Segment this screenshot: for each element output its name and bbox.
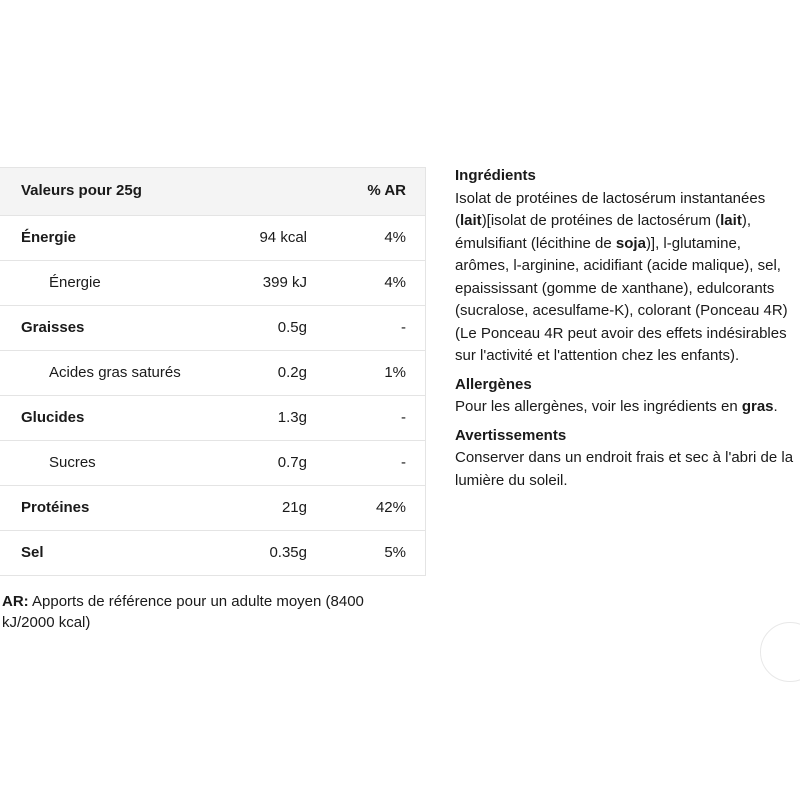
ingredient-allergen: soja bbox=[615, 234, 646, 252]
table-row bbox=[0, 216, 425, 261]
ingredients-title: Ingrédients bbox=[455, 167, 536, 184]
nutrient-ar: 4% bbox=[384, 274, 406, 291]
allergens-text-before: Pour les allergènes, voir les ingrédients en bbox=[455, 398, 742, 415]
nutrient-ar: - bbox=[401, 319, 406, 336]
nutrient-ar: 5% bbox=[384, 544, 406, 561]
nutrient-name: Sel bbox=[21, 544, 44, 561]
product-info bbox=[455, 165, 795, 498]
nutrient-ar: 4% bbox=[384, 229, 406, 246]
ingredient-text: )[isolat de protéines de lactosérum ( bbox=[481, 212, 721, 229]
table-row bbox=[0, 351, 425, 396]
nutrient-ar: 1% bbox=[384, 364, 406, 381]
decorative-circle bbox=[760, 622, 800, 682]
nutrient-ar: - bbox=[401, 454, 406, 471]
table-row bbox=[0, 441, 425, 486]
nutrient-ar: 42% bbox=[375, 499, 406, 516]
nutrient-ar: - bbox=[401, 409, 406, 426]
ingredient-allergen: lait bbox=[460, 212, 482, 229]
nutrient-amount: 94 kcal bbox=[259, 229, 307, 246]
ingredients-text bbox=[455, 188, 795, 368]
table-row bbox=[0, 486, 425, 531]
table-row bbox=[0, 396, 425, 441]
allergens-text-after: . bbox=[773, 398, 778, 415]
nutrient-amount: 0.35g bbox=[269, 544, 307, 561]
allergens-text bbox=[455, 396, 795, 419]
nutrient-name: Sucres bbox=[49, 454, 96, 471]
nutrient-name: Glucides bbox=[21, 409, 85, 426]
ingredient-text: Isolat de protéines de lactosérum instantanées ( bbox=[455, 189, 766, 229]
nutrient-name: Protéines bbox=[21, 499, 90, 516]
nutrition-table-header bbox=[0, 168, 425, 216]
ar-footnote-label: AR: bbox=[2, 593, 29, 610]
header-per-serving: Valeurs pour 25g bbox=[21, 182, 142, 199]
table-row bbox=[0, 531, 425, 575]
nutrient-name: Énergie bbox=[49, 274, 101, 291]
ar-footnote bbox=[2, 591, 382, 633]
nutrient-amount: 0.2g bbox=[277, 364, 307, 381]
nutrient-amount: 399 kJ bbox=[262, 274, 307, 291]
table-row bbox=[0, 306, 425, 351]
nutrition-rows bbox=[0, 216, 425, 575]
nutrient-amount: 0.5g bbox=[277, 319, 307, 336]
ingredient-text: ), émulsifiant (lécithine de bbox=[455, 212, 751, 252]
nutrient-name: Acides gras saturés bbox=[49, 364, 181, 381]
nutrient-amount: 1.3g bbox=[277, 409, 307, 426]
nutrient-name: Graisses bbox=[21, 319, 85, 336]
ar-footnote-text: Apports de référence pour un adulte moyen (8400 kJ/2000 kcal) bbox=[2, 593, 364, 631]
allergens-title: Allergènes bbox=[455, 375, 532, 393]
allergens-text-bold: gras bbox=[741, 398, 774, 415]
nutrient-amount: 0.7g bbox=[277, 454, 307, 471]
nutrition-table bbox=[0, 167, 426, 576]
ingredient-text: )], l-glutamine, arômes, l-arginine, acidifiant (acide malique), sel, epaississant (gomme de xanthane), edulcorants (sucralose, acesulfame-K), colorant (Ponceau 4R)(Le Ponceau 4R peut avoir des effets indésirables sur l'activité et l'attention chez les enfants). bbox=[455, 234, 788, 364]
nutrient-name: Énergie bbox=[21, 229, 77, 246]
nutrient-amount: 21g bbox=[281, 499, 307, 516]
ingredient-allergen: lait bbox=[720, 212, 742, 229]
header-ar: % AR bbox=[367, 182, 406, 199]
table-row bbox=[0, 261, 425, 306]
warnings-text: Conserver dans un endroit frais et sec à l'abri de la lumière du soleil. bbox=[455, 449, 794, 489]
warnings-title: Avertissements bbox=[455, 426, 567, 444]
